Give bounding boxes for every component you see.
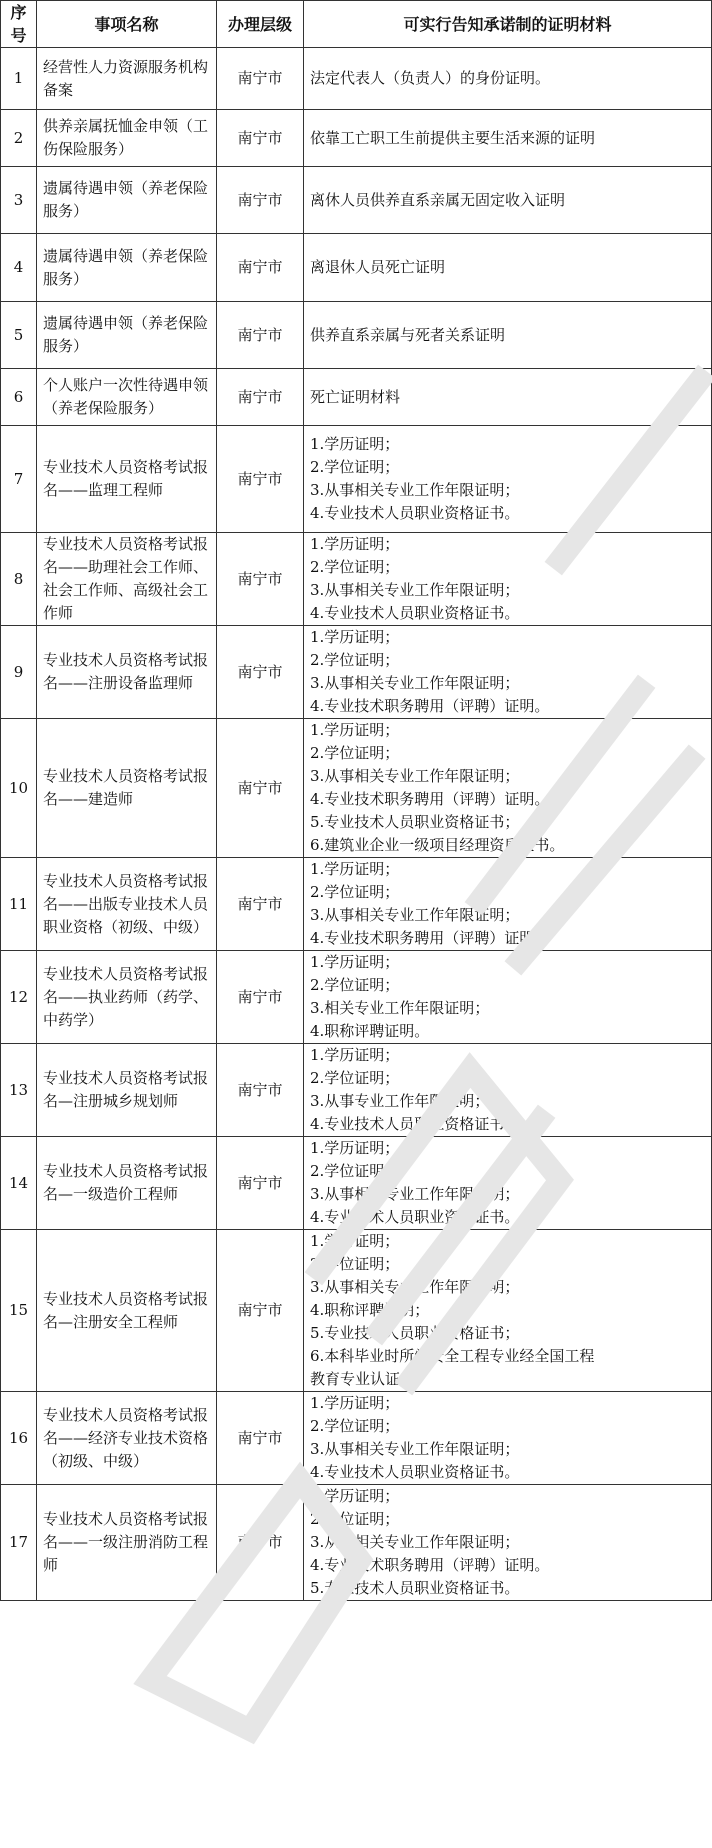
header-item-name: 事项名称 (37, 1, 217, 48)
item-name: 专业技术人员资格考试报名——建造师 (37, 719, 217, 858)
material-line: 4.专业技术职务聘用（评聘）证明。 (310, 1556, 550, 1574)
material-line: 4.专业技术职务聘用（评聘）证明。 (310, 929, 550, 947)
materials-cell (304, 167, 712, 234)
table-row (1, 110, 712, 167)
material-line: 1.学历证明； (310, 1487, 400, 1505)
table-row (1, 1230, 712, 1392)
row-number: 16 (1, 1392, 37, 1485)
row-number: 15 (1, 1230, 37, 1392)
table-row (1, 951, 712, 1044)
item-name: 专业技术人员资格考试报名——监理工程师 (37, 426, 217, 533)
handling-level: 南宁市 (217, 426, 304, 533)
materials-cell (304, 48, 712, 110)
material-line: 4.专业技术职务聘用（评聘）证明。 (310, 697, 550, 715)
table-row (1, 533, 712, 626)
material-line: 1.学历证明； (310, 953, 400, 971)
material-line: 4.专业技术人员职业资格证书。 (310, 604, 520, 622)
item-name: 专业技术人员资格考试报名—注册城乡规划师 (37, 1044, 217, 1137)
item-name: 个人账户一次性待遇申领（养老保险服务） (37, 369, 217, 426)
handling-level: 南宁市 (217, 167, 304, 234)
material-line: 4.职称评聘证明。 (310, 1022, 430, 1040)
handling-level: 南宁市 (217, 302, 304, 369)
handling-level: 南宁市 (217, 1485, 304, 1601)
handling-level: 南宁市 (217, 1044, 304, 1137)
material-line: 5.专业技术人员职业资格证书； (310, 813, 520, 831)
material-line: 2.学位证明； (310, 976, 400, 994)
handling-level: 南宁市 (217, 719, 304, 858)
material-line: 1.学历证明； (310, 1232, 400, 1250)
header-level: 办理层级 (217, 1, 304, 48)
material-line: 3.从事相关专业工作年限证明； (310, 674, 520, 692)
table-row (1, 626, 712, 719)
material-line: 离退休人员死亡证明 (310, 258, 446, 276)
materials-cell (304, 369, 712, 426)
material-line: 1.学历证明； (310, 1139, 400, 1157)
materials-cell (304, 234, 712, 302)
material-line: 1.学历证明； (310, 860, 400, 878)
material-line: 2.学位证明； (310, 1510, 400, 1528)
materials-cell (304, 1044, 712, 1137)
item-name: 遗属待遇申领（养老保险服务） (37, 234, 217, 302)
material-line: 6.本科毕业时所学安全工程专业经全国工程 (310, 1347, 595, 1365)
table-row (1, 167, 712, 234)
table-row (1, 1485, 712, 1601)
material-line: 依靠工亡职工生前提供主要生活来源的证明 (310, 128, 596, 147)
material-line: 2.学位证明； (310, 458, 400, 476)
material-line: 2.学位证明； (310, 1069, 400, 1087)
item-name: 专业技术人员资格考试报名—一级造价工程师 (37, 1137, 217, 1230)
handling-level: 南宁市 (217, 533, 304, 626)
materials-cell (304, 951, 712, 1044)
row-number: 12 (1, 951, 37, 1044)
header-row (1, 1, 712, 48)
handling-level: 南宁市 (217, 234, 304, 302)
row-number: 6 (1, 369, 37, 426)
handling-level: 南宁市 (217, 369, 304, 426)
item-name: 专业技术人员资格考试报名——出版专业技术人员职业资格（初级、中级） (37, 858, 217, 951)
row-number: 10 (1, 719, 37, 858)
header-no: 序号 (1, 1, 37, 48)
row-number: 4 (1, 234, 37, 302)
table-row (1, 719, 712, 858)
material-line: 教育专业认证。 (310, 1370, 416, 1388)
material-line: 2.学位证明； (310, 651, 400, 669)
item-name: 专业技术人员资格考试报名—注册安全工程师 (37, 1230, 217, 1392)
handling-level: 南宁市 (217, 1230, 304, 1392)
material-line: 2.学位证明； (310, 1162, 400, 1180)
handling-level: 南宁市 (217, 858, 304, 951)
materials-cell (304, 302, 712, 369)
material-line: 供养直系亲属与死者关系证明 (310, 325, 506, 344)
item-name: 专业技术人员资格考试报名——注册设备监理师 (37, 626, 217, 719)
material-line: 1.学历证明； (310, 535, 400, 553)
table-row (1, 48, 712, 110)
item-name: 专业技术人员资格考试报名——助理社会工作师、社会工作师、高级社会工作师 (37, 533, 217, 626)
handling-level: 南宁市 (217, 1392, 304, 1485)
table-row (1, 302, 712, 369)
row-number: 17 (1, 1485, 37, 1601)
material-line: 3.相关专业工作年限证明； (310, 999, 490, 1017)
material-line: 3.从事专业工作年限证明； (310, 1092, 490, 1110)
material-line: 3.从事相关专业工作年限证明； (310, 481, 520, 499)
material-line: 3.从事相关专业工作年限证明； (310, 1185, 520, 1203)
material-line: 3.从事相关专业工作年限证明； (310, 767, 520, 785)
table-row (1, 1392, 712, 1485)
row-number: 9 (1, 626, 37, 719)
row-number: 11 (1, 858, 37, 951)
material-line: 3.从事相关专业工作年限证明； (310, 581, 520, 599)
material-line: 法定代表人（负责人）的身份证明。 (310, 69, 551, 87)
item-name: 经营性人力资源服务机构备案 (37, 48, 217, 110)
row-number: 2 (1, 110, 37, 167)
material-line: 1.学历证明； (310, 628, 400, 646)
handling-level: 南宁市 (217, 1137, 304, 1230)
material-line: 3.从事相关专业工作年限证明； (310, 1533, 520, 1551)
item-name: 供养亲属抚恤金申领（工伤保险服务） (37, 110, 217, 167)
item-name: 遗属待遇申领（养老保险服务） (37, 167, 217, 234)
table-body (1, 48, 712, 1601)
materials-cell (304, 719, 712, 858)
header-materials: 可实行告知承诺制的证明材料 (304, 1, 712, 48)
materials-cell (304, 533, 712, 626)
materials-cell (304, 1392, 712, 1485)
table-row (1, 369, 712, 426)
row-number: 5 (1, 302, 37, 369)
materials-cell (304, 1137, 712, 1230)
material-line: 死亡证明材料 (310, 387, 401, 406)
material-line: 4.专业技术人员职业资格证书。 (310, 1208, 520, 1226)
table-row (1, 234, 712, 302)
materials-cell (304, 858, 712, 951)
material-line: 2.学位证明； (310, 744, 400, 762)
row-number: 14 (1, 1137, 37, 1230)
material-line: 1.学历证明； (310, 1394, 400, 1412)
table-row (1, 1137, 712, 1230)
item-name: 遗属待遇申领（养老保险服务） (37, 302, 217, 369)
handling-level: 南宁市 (217, 48, 304, 110)
material-line: 4.专业技术人员职业资格证书。 (310, 504, 520, 522)
material-line: 2.学位证明； (310, 558, 400, 576)
material-line: 2.学位证明； (310, 1255, 400, 1273)
handling-level: 南宁市 (217, 110, 304, 167)
item-name: 专业技术人员资格考试报名——经济专业技术资格（初级、中级） (37, 1392, 217, 1485)
material-line: 4.职称评聘证明； (310, 1301, 430, 1319)
row-number: 7 (1, 426, 37, 533)
handling-level: 南宁市 (217, 626, 304, 719)
materials-cell (304, 626, 712, 719)
material-line: 3.从事相关专业工作年限证明； (310, 1278, 520, 1296)
material-line: 2.学位证明； (310, 883, 400, 901)
material-line: 4.专业技术人员职业资格证书。 (310, 1463, 520, 1481)
handling-level: 南宁市 (217, 951, 304, 1044)
material-line: 2.学位证明； (310, 1417, 400, 1435)
material-line: 1.学历证明； (310, 435, 400, 453)
row-number: 13 (1, 1044, 37, 1137)
item-name: 专业技术人员资格考试报名——一级注册消防工程师 (37, 1485, 217, 1601)
material-line: 1.学历证明； (310, 721, 400, 739)
row-number: 3 (1, 167, 37, 234)
table-row (1, 1044, 712, 1137)
material-line: 4.专业技术人员职业资格证书。 (310, 1115, 520, 1133)
table-row (1, 426, 712, 533)
material-line: 5.专业技术人员职业资格证书； (310, 1324, 520, 1342)
materials-cell (304, 110, 712, 167)
material-line: 3.从事相关专业工作年限证明； (310, 906, 520, 924)
material-line: 5.专业技术人员职业资格证书。 (310, 1579, 520, 1597)
item-name: 专业技术人员资格考试报名——执业药师（药学、中药学） (37, 951, 217, 1044)
materials-cell (304, 426, 712, 533)
material-line: 1.学历证明； (310, 1046, 400, 1064)
table-row (1, 858, 712, 951)
materials-cell (304, 1230, 712, 1392)
row-number: 1 (1, 48, 37, 110)
material-line: 3.从事相关专业工作年限证明； (310, 1440, 520, 1458)
material-line: 4.专业技术职务聘用（评聘）证明。 (310, 790, 550, 808)
material-line: 6.建筑业企业一级项目经理资质证书。 (310, 836, 565, 854)
materials-cell (304, 1485, 712, 1601)
row-number: 8 (1, 533, 37, 626)
material-line: 离休人员供养直系亲属无固定收入证明 (310, 190, 566, 209)
